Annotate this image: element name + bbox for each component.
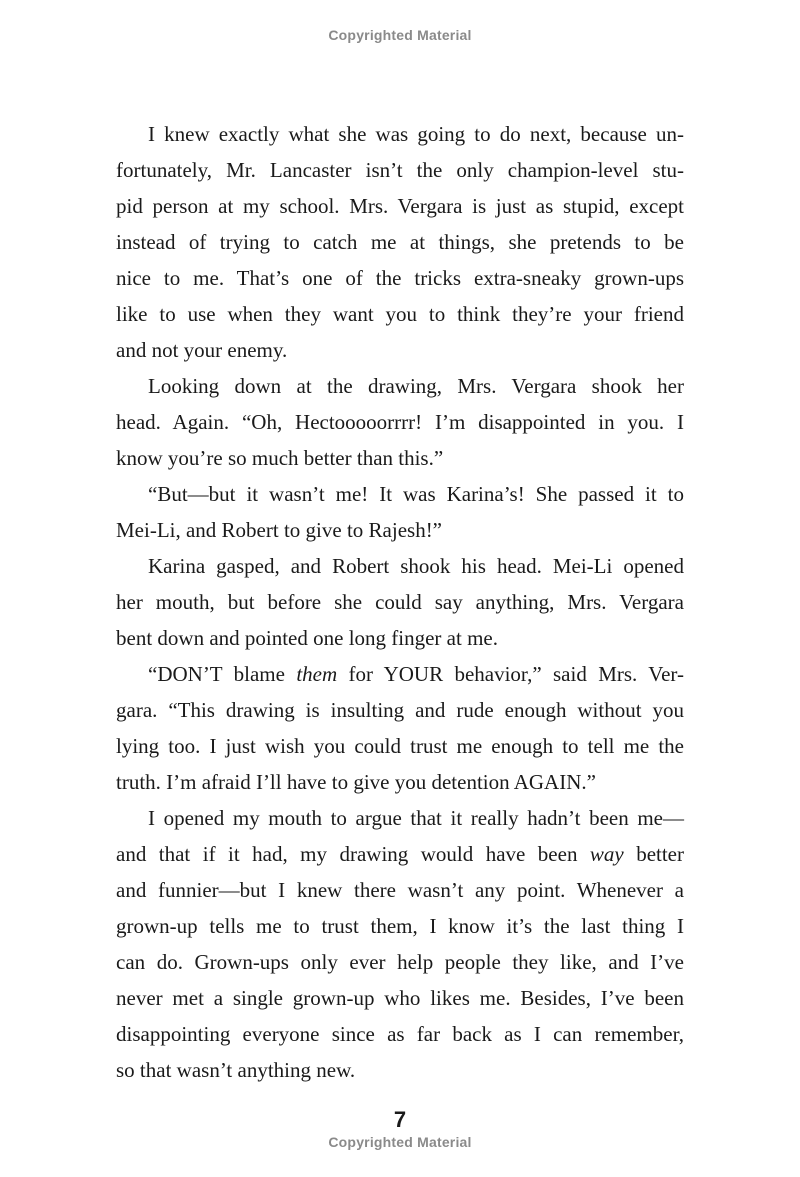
footer-copyright-notice: Copyrighted Material: [328, 1134, 472, 1150]
text-line: gara. “This drawing is insulting and rude enough without you: [116, 698, 684, 722]
text-line: I opened my mouth to argue that it really hadn’t been me—: [148, 806, 684, 830]
text-line: head. Again. “Oh, Hectooooorrrr! I’m disappointed in you. I: [116, 410, 684, 434]
text-line: lying too. I just wish you could trust me enough to tell me the: [116, 734, 684, 758]
paragraph-5: [116, 656, 684, 800]
text-segment: “DON’T blame: [148, 662, 297, 686]
emphasis-text: way: [589, 842, 624, 866]
text-line: can do. Grown-ups only ever help people they like, and I’ve: [116, 950, 684, 974]
text-line: her mouth, but before she could say anything, Mrs. Vergara: [116, 590, 684, 614]
paragraph-1: [116, 116, 684, 368]
text-line: pid person at my school. Mrs. Vergara is just as stupid, except: [116, 194, 684, 218]
text-line: instead of trying to catch me at things, she pretends to be: [116, 230, 684, 254]
paragraph-3: [116, 476, 684, 548]
text-line: nice to me. That’s one of the tricks extra-sneaky grown-ups: [116, 266, 684, 290]
text-line: [116, 656, 684, 692]
paragraph-4: [116, 548, 684, 656]
body-text: [116, 116, 684, 1088]
page-number: 7: [393, 1107, 407, 1132]
text-line: truth. I’m afraid I’ll have to give you detention AGAIN.”: [116, 770, 596, 794]
text-line: [116, 836, 684, 872]
text-line: never met a single grown-up who likes me. Besides, I’ve been: [116, 986, 684, 1010]
text-line: “But—but it wasn’t me! It was Karina’s! She passed it to: [148, 482, 684, 506]
text-line: know you’re so much better than this.”: [116, 446, 444, 470]
text-line: and not your enemy.: [116, 338, 288, 362]
text-line: so that wasn’t anything new.: [116, 1058, 356, 1082]
paragraph-2: [116, 368, 684, 476]
emphasis-text: them: [296, 662, 338, 686]
paragraph-6: [116, 800, 684, 1088]
text-line: Karina gasped, and Robert shook his head. Mei-Li opened: [148, 554, 684, 578]
text-line: bent down and pointed one long finger at me.: [116, 626, 498, 650]
text-line: fortunately, Mr. Lancaster isn’t the only champion-level stu-: [116, 158, 684, 182]
text-line: Looking down at the drawing, Mrs. Vergara shook her: [148, 374, 684, 398]
text-line: like to use when they want you to think they’re your friend: [116, 302, 684, 326]
text-segment: and that if it had, my drawing would have been: [116, 842, 590, 866]
text-segment: for YOUR behavior,” said Mrs. Ver-: [337, 662, 685, 686]
header-copyright-notice: Copyrighted Material: [328, 27, 472, 43]
text-line: Mei-Li, and Robert to give to Rajesh!”: [116, 518, 443, 542]
text-line: grown-up tells me to trust them, I know it’s the last thing I: [116, 914, 684, 938]
text-line: and funnier—but I knew there wasn’t any point. Whenever a: [116, 878, 684, 902]
text-line: disappointing everyone since as far back as I can remember,: [116, 1022, 684, 1046]
text-line: I knew exactly what she was going to do next, because un-: [148, 122, 684, 146]
text-segment: better: [623, 842, 684, 866]
